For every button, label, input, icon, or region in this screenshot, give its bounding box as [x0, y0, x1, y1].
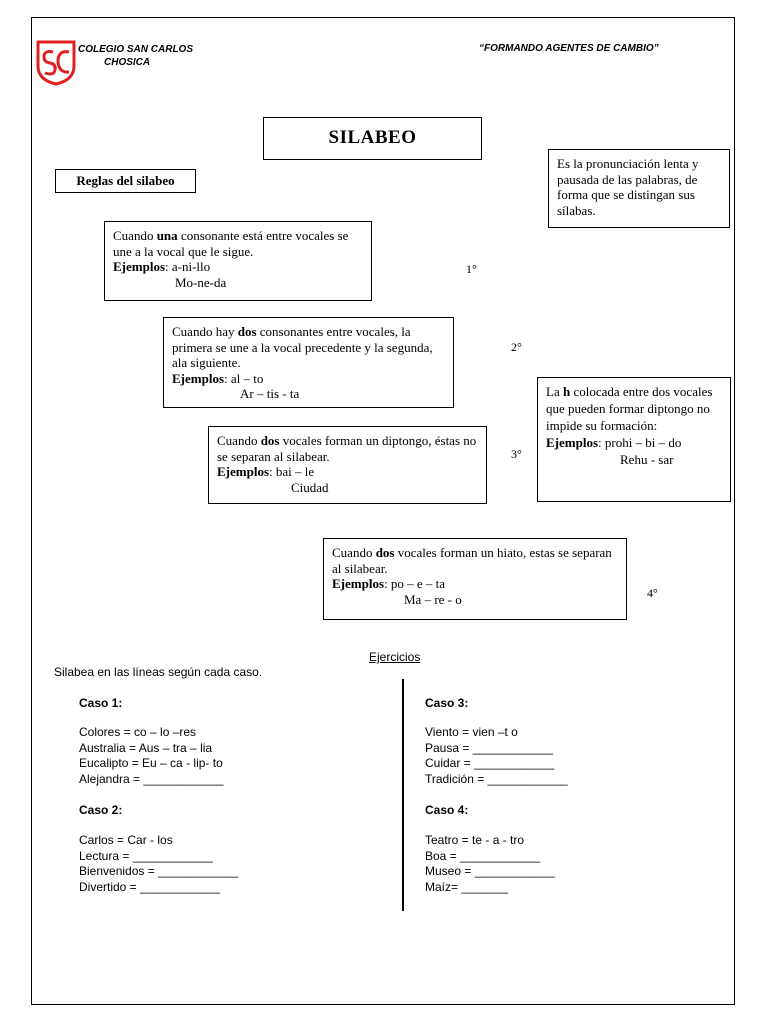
case-3-title: Caso 3:	[425, 696, 469, 710]
rule-4-box	[323, 538, 627, 620]
case-2-title: Caso 2:	[79, 803, 123, 817]
list-item: Carlos = Car - los	[79, 833, 173, 847]
list-item: Eucalipto = Eu – ca - lip- to	[79, 756, 223, 770]
definition-text: Es la pronunciación lenta y pausada de las palabras, de forma que se distingan sus sílabas.	[557, 156, 699, 218]
examples-label: Ejemplos	[546, 435, 598, 450]
rule-text: Cuando hay	[172, 324, 238, 339]
list-item: Cuidar = ____________	[425, 756, 555, 770]
rule-2-box	[163, 317, 454, 408]
school-name	[78, 43, 193, 69]
list-item: Australia = Aus – tra – lia	[79, 740, 213, 755]
example-2: Mo-ne-da	[175, 274, 227, 290]
list-item: Alejandra = ____________	[79, 771, 224, 786]
rule-text: vocales forman un hiato, estas se separan al silabear.	[332, 545, 612, 576]
list-item: Tradición = ____________	[425, 771, 568, 786]
rule-text: Cuando	[332, 545, 376, 560]
rule-keyword: dos	[237, 324, 257, 339]
rule-4-number: 4°	[647, 586, 658, 600]
list-item: Maíz= _______	[425, 879, 509, 894]
case-2-list	[79, 833, 238, 895]
examples-label: Ejemplos	[172, 370, 224, 386]
rule-text: consonante está entre vocales se une a la vocal que le sigue.	[113, 228, 349, 259]
rule-keyword: una	[156, 228, 178, 243]
example-2: Rehu - sar	[620, 452, 674, 467]
school-motto: “FORMANDO AGENTES DE CAMBIO”	[479, 43, 659, 54]
school-name-line1: COLEGIO SAN CARLOS	[78, 44, 194, 55]
case-4-list	[425, 833, 555, 895]
rule-3-box	[208, 426, 487, 504]
exercises-instruction: Silabea en las líneas según cada caso.	[54, 665, 263, 679]
list-item: Lectura = ____________	[79, 848, 213, 863]
rule-text: Cuando	[113, 228, 157, 243]
list-item: Divertido = ____________	[79, 879, 221, 894]
rule-text: La	[546, 384, 563, 399]
example-2: Ma – re - o	[404, 591, 462, 607]
case-1-list	[79, 725, 223, 787]
school-logo-icon	[36, 40, 76, 86]
list-item: Viento = vien –t o	[425, 725, 518, 739]
list-item: Colores = co – lo –res	[79, 725, 197, 739]
example-1: : po – e – ta	[384, 576, 446, 591]
rule-text: consonantes entre vocales, la primera se une a la vocal precedente y la segunda, ala siguiente.	[172, 324, 433, 370]
list-item: Bienvenidos = ____________	[79, 864, 239, 878]
school-name-line2: CHOSICA	[104, 57, 151, 68]
example-2: Ar – tis - ta	[240, 386, 300, 401]
page-title: SILABEO	[263, 117, 482, 160]
example-2: Ciudad	[291, 479, 329, 495]
rule-text: colocada entre dos vocales que pueden formar diptongo no impide su formación:	[546, 384, 713, 433]
rule-2-number: 2°	[511, 340, 522, 354]
example-1: : al – to	[224, 370, 264, 386]
rule-1-box	[104, 221, 372, 301]
definition-box	[548, 149, 730, 228]
rule-text: vocales forman un diptongo, éstas no se separan al silabear.	[217, 433, 477, 464]
examples-label: Ejemplos	[113, 259, 165, 274]
rule-h-box	[537, 377, 731, 502]
examples-label: Ejemplos	[217, 464, 269, 479]
list-item: Pausa = ____________	[425, 740, 553, 755]
rule-3-number: 3°	[511, 447, 522, 461]
rule-text: Cuando	[217, 433, 261, 448]
rule-keyword: dos	[260, 433, 280, 448]
rule-keyword: dos	[375, 545, 395, 560]
list-item: Teatro = te - a - tro	[425, 833, 525, 847]
rule-keyword: h	[562, 384, 571, 399]
list-item: Museo = ____________	[425, 864, 555, 878]
exercises-title: Ejercicios	[369, 650, 421, 664]
examples-label: Ejemplos	[332, 576, 384, 591]
list-item: Boa = ____________	[425, 848, 541, 863]
example-1: : bai – le	[269, 464, 315, 479]
case-1-title: Caso 1:	[79, 696, 123, 710]
case-4-title: Caso 4:	[425, 803, 469, 817]
column-divider	[402, 679, 404, 911]
case-3-list	[425, 725, 568, 787]
rule-1-number: 1°	[466, 262, 477, 276]
example-1: : prohi – bi – do	[598, 435, 682, 450]
example-1: : a-ni-llo	[165, 259, 211, 274]
rules-label: Reglas del silabeo	[55, 169, 196, 193]
